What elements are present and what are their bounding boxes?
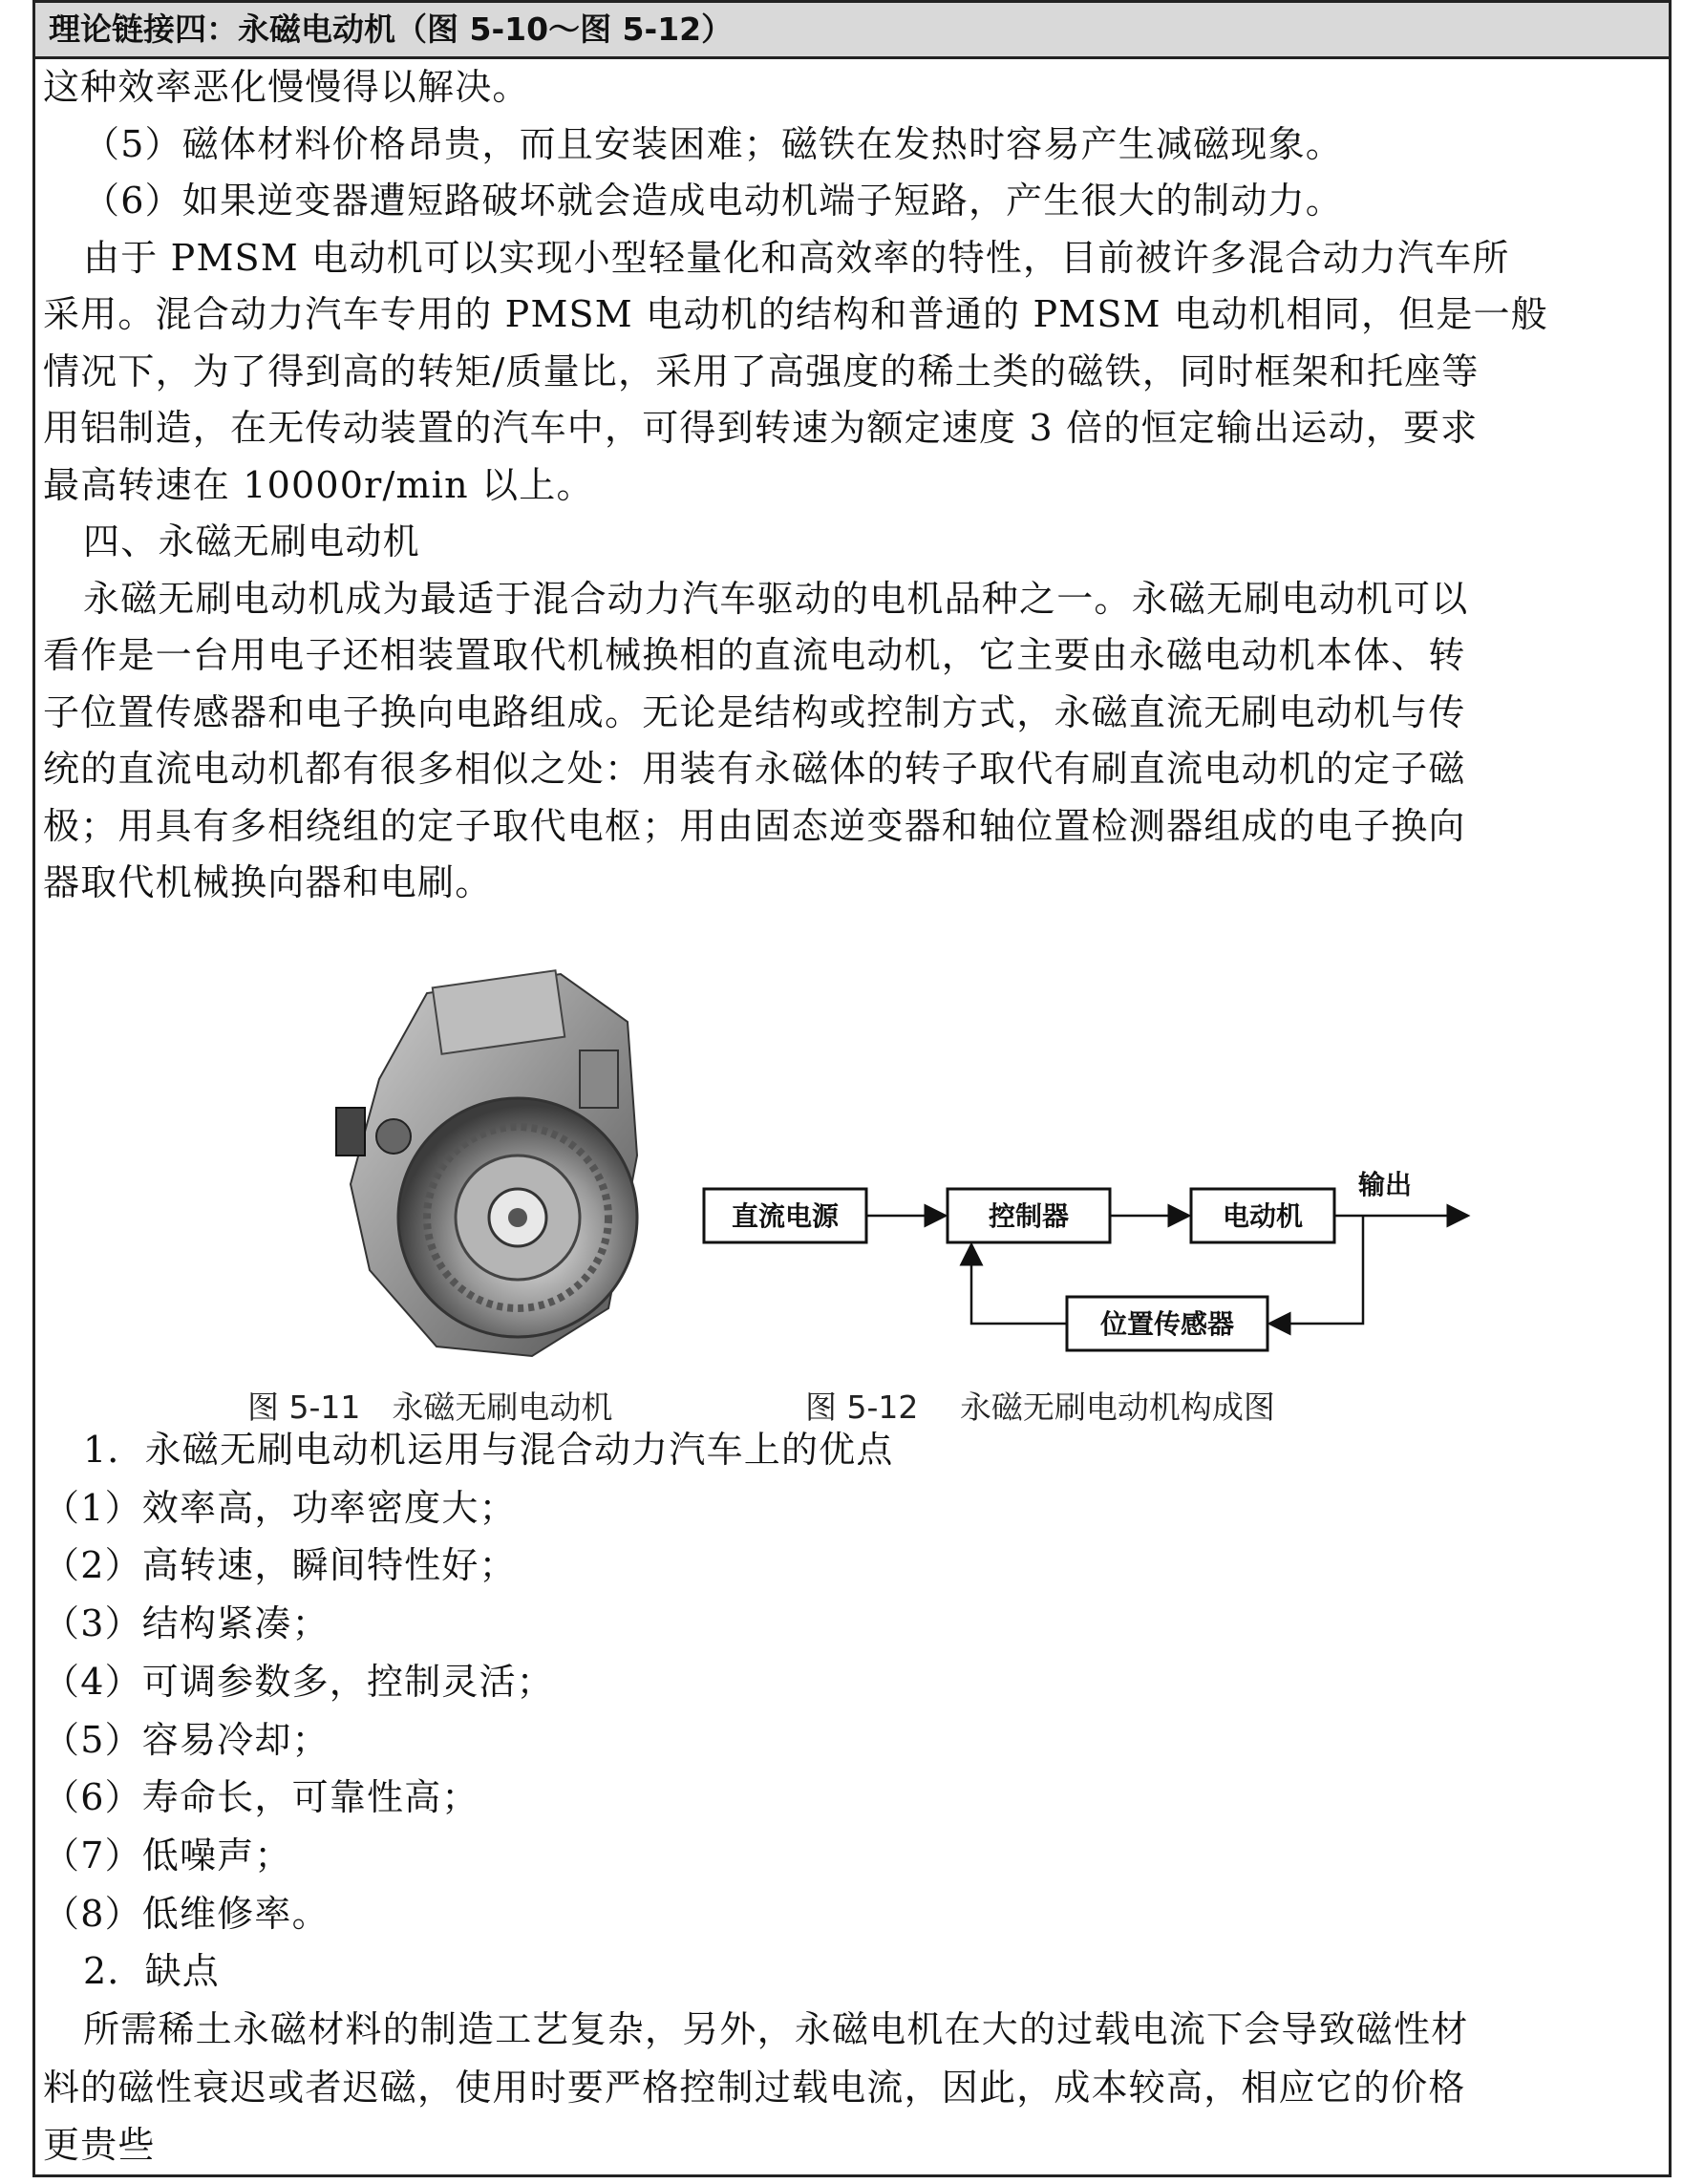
text-line: 极；用具有多相绕组的定子取代电枢；用由固态逆变器和轴位置检测器组成的电子换向: [43, 804, 1466, 847]
text-line: 采用。混合动力汽车专用的 PMSM 电动机的结构和普通的 PMSM 电动机相同，但是一般: [43, 293, 1548, 335]
text-line: 情况下，为了得到高的转矩/质量比，采用了高强度的稀土类的磁铁，同时框架和托座等: [43, 350, 1480, 392]
content-frame: [32, 0, 1672, 2177]
block-diagram: [694, 1156, 1478, 1366]
position-sensor-label: 位置传感器: [1099, 1308, 1235, 1340]
text-line: 这种效率恶化慢慢得以解决。: [43, 66, 530, 108]
advantage-item: （5）容易冷却；: [43, 1718, 330, 1761]
advantages-section: [43, 1421, 1663, 2174]
text-line: 由于 PMSM 电动机可以实现小型轻量化和高效率的特性，目前被许多混合动力汽车所: [83, 236, 1510, 279]
arrow-sensor-to-controller: [971, 1244, 1067, 1324]
advantage-item: （7）低噪声；: [43, 1834, 292, 1877]
text-line: 统的直流电动机都有很多相似之处：用装有永磁体的转子取代有刷直流电动机的定子磁: [43, 748, 1466, 790]
advantage-item: （3）结构紧凑；: [43, 1602, 330, 1645]
text-line: 更贵些: [43, 2124, 156, 2167]
advantages-heading: 1．永磁无刷电动机运用与混合动力汽车上的优点: [83, 1429, 894, 1471]
text-line: 永磁无刷电动机成为最适于混合动力汽车驱动的电机品种之一。永磁无刷电动机可以: [83, 577, 1469, 620]
text-line: 器取代机械换向器和电刷。: [43, 861, 493, 903]
advantage-item: （8）低维修率。: [43, 1892, 330, 1935]
subsection-heading: 四、永磁无刷电动机: [83, 520, 420, 562]
figure-5-11-caption: 图 5-11 永磁无刷电动机: [247, 1389, 613, 1426]
text-line: 最高转速在 10000r/min 以上。: [43, 463, 594, 506]
text-line: 料的磁性衰迟或者迟磁，使用时要严格控制过载电流，因此，成本较高，相应它的价格: [43, 2066, 1466, 2109]
figures-area: [35, 965, 1669, 1432]
advantage-item: （6）寿命长，可靠性高；: [43, 1776, 479, 1819]
text-line: 用铝制造，在无传动装置的汽车中，可得到转速为额定速度 3 倍的恒定输出运动，要求: [43, 407, 1479, 449]
motor-photo: [322, 965, 656, 1366]
advantage-item: （2）高转速，瞬间特性好；: [43, 1544, 517, 1587]
controller-label: 控制器: [988, 1200, 1070, 1232]
body-text: [43, 59, 1663, 912]
figure-5-12-caption: 图 5-12 永磁无刷电动机构成图: [805, 1389, 1275, 1426]
disadvantages-heading: 2．缺点: [83, 1950, 220, 1993]
section-header: 理论链接四：永磁电动机（图 5-10～图 5-12）: [35, 0, 1669, 59]
advantage-item: （1）效率高，功率密度大；: [43, 1486, 517, 1529]
text-line: （5）磁体材料价格昂贵，而且安装困难；磁铁在发热时容易产生减磁现象。: [83, 122, 1343, 165]
output-label: 输出: [1358, 1169, 1413, 1200]
text-line: 所需稀土永磁材料的制造工艺复杂，另外，永磁电机在大的过载电流下会导致磁性材: [83, 2008, 1469, 2051]
text-line: （6）如果逆变器遭短路破坏就会造成电动机端子短路，产生很大的制动力。: [83, 180, 1343, 222]
motor-label: 电动机: [1222, 1200, 1304, 1232]
dc-source-label: 直流电源: [731, 1200, 840, 1232]
text-line: 子位置传感器和电子换向电路组成。无论是结构或控制方式，永磁直流无刷电动机与传: [43, 690, 1466, 733]
text-line: 看作是一台用电子还相装置取代机械换相的直流电动机，它主要由永磁电动机本体、转: [43, 634, 1466, 676]
advantage-item: （4）可调参数多，控制灵活；: [43, 1660, 554, 1703]
